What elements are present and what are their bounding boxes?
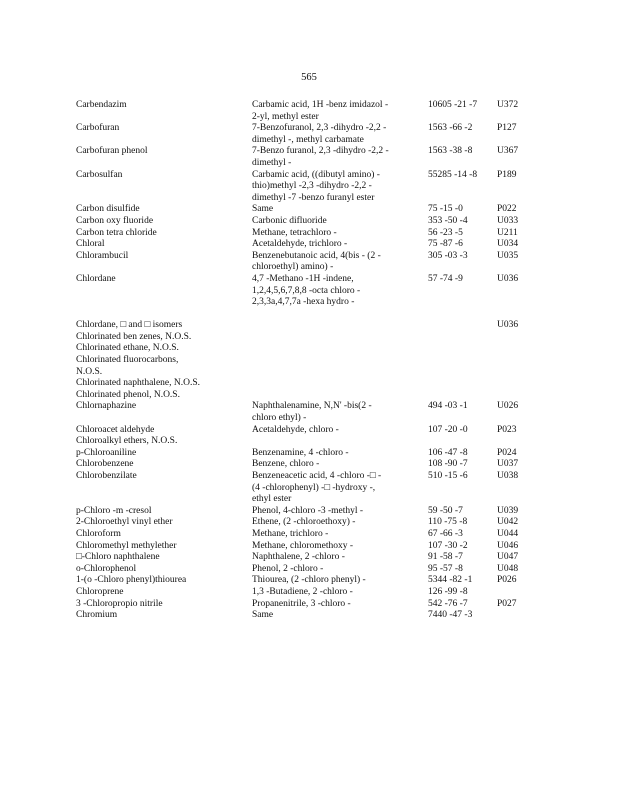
table-row [0, 297, 618, 309]
waste-code: P026 [497, 575, 517, 586]
cas-number: 56 -23 -5 [428, 227, 463, 238]
table-row [0, 239, 618, 251]
cas-number: 494 -03 -1 [428, 401, 468, 412]
table-row [0, 610, 618, 622]
chemical-name: Same [252, 204, 274, 215]
waste-code: U047 [497, 552, 519, 563]
table-row [0, 471, 618, 483]
cas-number: 95 -57 -8 [428, 563, 463, 574]
substance-name: Chlorinated phenol, N.O.S. [76, 389, 180, 400]
substance-name: p-Chloroaniline [76, 447, 137, 458]
table-row [0, 506, 618, 518]
cas-number: 305 -03 -3 [428, 250, 468, 261]
substance-name: Chlordane, □ and □ isomers [76, 320, 183, 331]
cas-number: 126 -99 -8 [428, 586, 468, 597]
table-row [0, 204, 618, 216]
page-number: 565 [301, 72, 317, 83]
cas-number: 353 -50 -4 [428, 215, 468, 226]
table-row [0, 123, 618, 135]
cas-number: 7440 -47 -3 [428, 610, 473, 621]
table-row [0, 517, 618, 529]
table-row [0, 193, 618, 205]
substance-name: 3 -Chloropropio nitrile [76, 598, 163, 609]
table-row [0, 112, 618, 124]
cas-number: 542 -76 -7 [428, 598, 468, 609]
waste-code: U372 [497, 100, 519, 110]
table-row [0, 146, 618, 158]
cas-number: 510 -15 -6 [428, 471, 468, 481]
table-row [0, 100, 618, 112]
chemical-table [0, 100, 618, 622]
table-row [0, 529, 618, 541]
waste-code: P027 [497, 598, 517, 609]
substance-name: Chloroprene [76, 586, 124, 597]
chemical-name: chloro ethyl) - [252, 413, 307, 424]
substance-name: Chloromethyl methylether [76, 540, 177, 551]
chemical-name: Ethene, (2 -chloroethoxy) - [252, 517, 356, 528]
chemical-name: Methane, chloromethoxy - [252, 540, 354, 551]
table-row [0, 367, 618, 379]
waste-code: U036 [497, 273, 519, 284]
chemical-name: 2-yl, methyl ester [252, 111, 319, 122]
table-row [0, 228, 618, 240]
chemical-name: Benzenebutanoic acid, 4(bis - (2 - [252, 250, 381, 261]
chemical-name: Phenol, 2 -chloro - [252, 563, 324, 574]
substance-name: 1-(o -Chloro phenyl)thiourea [76, 575, 187, 586]
chemical-name: Benzenamine, 4 -chloro - [252, 447, 349, 458]
cas-number: 91 -58 -7 [428, 552, 463, 563]
chemical-name: Acetaldehyde, trichloro - [252, 239, 348, 250]
table-row [0, 494, 618, 506]
table-row [0, 390, 618, 402]
table-row [0, 552, 618, 564]
cas-number: 1563 -66 -2 [428, 123, 473, 134]
chemical-name: Phenol, 4-chloro -3 -methyl - [252, 505, 364, 516]
substance-name: Chloroacet aldehyde [76, 424, 155, 435]
chemical-name: chloroethyl) amino) - [252, 262, 334, 273]
table-row [0, 401, 618, 413]
cas-number: 10605 -21 -7 [428, 100, 478, 110]
cas-number: 108 -90 -7 [428, 459, 468, 470]
table-row [0, 274, 618, 286]
waste-code: U036 [497, 320, 519, 331]
substance-name: N.O.S. [76, 366, 103, 377]
cas-number: 107 -30 -2 [428, 540, 468, 551]
table-row [0, 320, 618, 332]
table-row [0, 181, 618, 193]
table-row [0, 355, 618, 367]
waste-code: U026 [497, 401, 519, 412]
substance-name: Chlorambucil [76, 250, 129, 261]
table-row [0, 448, 618, 460]
table-row [0, 286, 618, 298]
substance-name: Chlornaphazine [76, 401, 137, 412]
chemical-name: 1,2,4,5,6,7,8,8 -octa chloro - [252, 285, 361, 296]
waste-code: P189 [497, 169, 517, 180]
substance-name: Chloroform [76, 528, 121, 539]
substance-name: Chlorinated fluorocarbons, [76, 355, 179, 366]
substance-name: Chlorinated ethane, N.O.S. [76, 343, 179, 354]
table-row [0, 541, 618, 553]
substance-name: Chromium [76, 610, 118, 621]
chemical-name: (4 -chlorophenyl) -□ -hydroxy -, [252, 482, 376, 493]
substance-name: Carbosulfan [76, 169, 123, 180]
substance-name: Carbon oxy fluoride [76, 215, 154, 226]
substance-name: Carbofuran phenol [76, 146, 148, 157]
cas-number: 67 -66 -3 [428, 528, 463, 539]
waste-code: U035 [497, 250, 519, 261]
chemical-name: dimethyl -, methyl carbamate [252, 134, 364, 145]
waste-code: P024 [497, 447, 517, 458]
waste-code: U046 [497, 540, 519, 551]
table-row [0, 483, 618, 495]
cas-number: 59 -50 -7 [428, 505, 463, 516]
cas-number: 75 -87 -6 [428, 239, 463, 250]
waste-code: P023 [497, 424, 517, 435]
chemical-name: Carbamic acid, ((dibutyl amino) - [252, 169, 380, 180]
chemical-name: Carbamic acid, 1H -benz imidazol - [252, 100, 389, 110]
chemical-name: Naphthalene, 2 -chloro - [252, 552, 345, 563]
substance-name: o-Chlorophenol [76, 563, 137, 574]
chemical-name: Naphthalenamine, N,N' -bis(2 - [252, 401, 372, 412]
cas-number: 75 -15 -0 [428, 204, 463, 215]
chemical-name: Propanenitrile, 3 -chloro - [252, 598, 351, 609]
waste-code: U048 [497, 563, 519, 574]
table-row [0, 251, 618, 263]
cas-number: 5344 -82 -1 [428, 575, 473, 586]
table-row [0, 262, 618, 274]
table-row [0, 309, 618, 321]
chemical-name: Carbonic difluoride [252, 215, 327, 226]
chemical-name: thio)methyl -2,3 -dihydro -2,2 - [252, 181, 372, 192]
table-row [0, 170, 618, 182]
chemical-name: Thiourea, (2 -chloro phenyl) - [252, 575, 366, 586]
waste-code: U033 [497, 215, 519, 226]
waste-code: P127 [497, 123, 517, 134]
substance-name: Chloral [76, 239, 105, 250]
table-row [0, 216, 618, 228]
waste-code: U038 [497, 471, 519, 481]
cas-number: 57 -74 -9 [428, 273, 463, 284]
chemical-name: Benzeneacetic acid, 4 -chloro -□ - [252, 471, 382, 481]
substance-name: Chlorobenzilate [76, 471, 137, 481]
table-row [0, 436, 618, 448]
chemical-name: 2,3,3a,4,7,7a -hexa hydro - [252, 297, 355, 308]
chemical-name: Benzene, chloro - [252, 459, 320, 470]
table-row [0, 425, 618, 437]
table-row [0, 332, 618, 344]
substance-name: □-Chloro naphthalene [76, 552, 160, 563]
waste-code: U042 [497, 517, 519, 528]
chemical-name: 4,7 -Methano -1H -indene, [252, 273, 354, 284]
substance-name: Chlorinated naphthalene, N.O.S. [76, 378, 201, 389]
substance-name: Carbofuran [76, 123, 120, 134]
substance-name: Chlorobenzene [76, 459, 134, 470]
cas-number: 110 -75 -8 [428, 517, 468, 528]
table-row [0, 158, 618, 170]
substance-name: Carbon tetra chloride [76, 227, 157, 238]
cas-number: 55285 -14 -8 [428, 169, 478, 180]
substance-name: Chlorinated ben zenes, N.O.S. [76, 331, 192, 342]
waste-code: P022 [497, 204, 517, 215]
waste-code: U034 [497, 239, 519, 250]
table-row [0, 599, 618, 611]
cas-number: 1563 -38 -8 [428, 146, 473, 157]
substance-name: Carbendazim [76, 100, 127, 110]
waste-code: U037 [497, 459, 519, 470]
substance-name: Carbon disulfide [76, 204, 140, 215]
chemical-name: dimethyl -7 -benzo furanyl ester [252, 192, 375, 203]
substance-name: 2-Chloroethyl vinyl ether [76, 517, 173, 528]
cas-number: 106 -47 -8 [428, 447, 468, 458]
substance-name: p-Chloro -m -cresol [76, 505, 152, 516]
chemical-name: Methane, tetrachloro - [252, 227, 337, 238]
chemical-name: dimethyl - [252, 157, 292, 168]
table-row [0, 575, 618, 587]
chemical-name: Same [252, 610, 274, 621]
table-row [0, 587, 618, 599]
waste-code: U211 [497, 227, 518, 238]
chemical-name: 7-Benzo furanol, 2,3 -dihydro -2,2 - [252, 146, 389, 157]
chemical-name: ethyl ester [252, 494, 292, 505]
chemical-name: Methane, trichloro - [252, 528, 329, 539]
waste-code: U367 [497, 146, 519, 157]
chemical-name: 7-Benzofuranol, 2,3 -dihydro -2,2 - [252, 123, 387, 134]
table-row [0, 378, 618, 390]
table-row [0, 343, 618, 355]
chemical-name: Acetaldehyde, chloro - [252, 424, 339, 435]
chemical-name: 1,3 -Butadiene, 2 -chloro - [252, 586, 353, 597]
table-row [0, 459, 618, 471]
table-row [0, 564, 618, 576]
waste-code: U044 [497, 528, 519, 539]
waste-code: U039 [497, 505, 519, 516]
table-row [0, 413, 618, 425]
substance-name: Chlordane [76, 273, 116, 284]
cas-number: 107 -20 -0 [428, 424, 468, 435]
table-row [0, 135, 618, 147]
substance-name: Chloroalkyl ethers, N.O.S. [76, 436, 178, 447]
